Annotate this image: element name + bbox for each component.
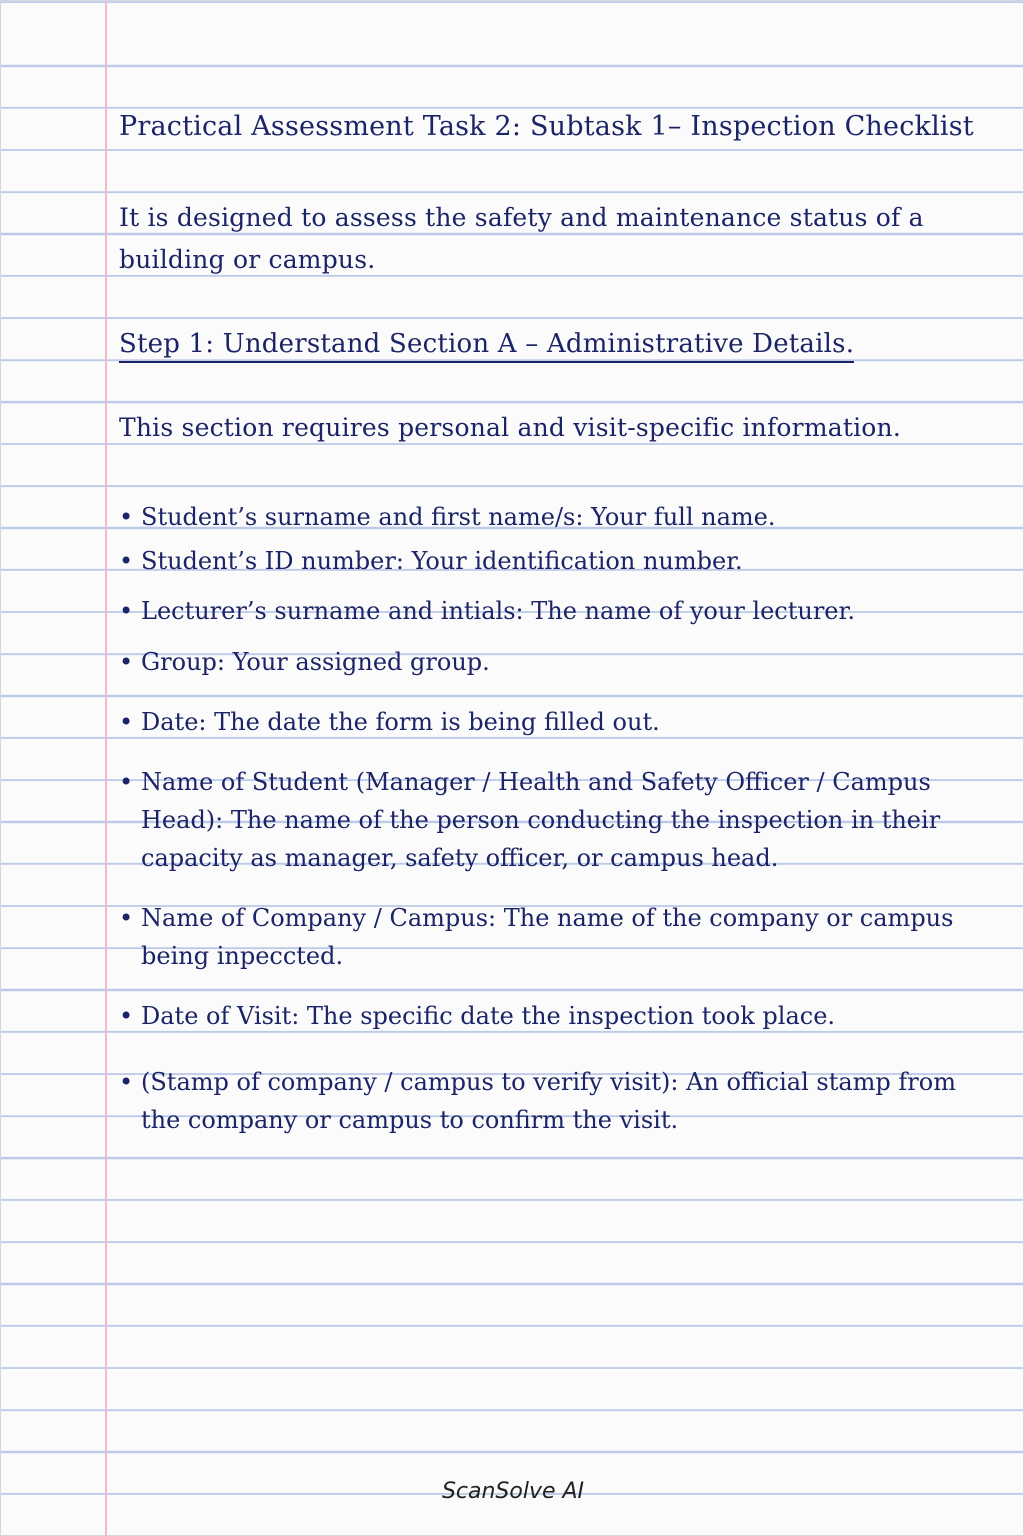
list-item [119, 763, 959, 877]
bullet-dot-icon: • [119, 1068, 134, 1096]
margin-line [105, 1, 107, 1536]
step-heading: Step 1: Understand Section A – Administrative Details. [119, 329, 854, 363]
footer-brand: ScanSolve AI [441, 1479, 585, 1504]
list-item-text: Date: The date the form is being filled out. [141, 708, 660, 736]
list-item-text: Date of Visit: The specific date the inspection took place. [141, 1002, 836, 1030]
bullet-dot-icon: • [119, 648, 134, 676]
list-item-text: Name of Company / Campus: The name of the company or campus being inpeccted. [141, 904, 954, 970]
bullet-dot-icon: • [119, 708, 134, 736]
list-item [119, 592, 959, 630]
bullet-dot-icon: • [119, 904, 134, 932]
list-item [119, 997, 959, 1035]
list-item-text: Student’s ID number: Your identification number. [141, 547, 743, 575]
list-item-text: Group: Your assigned group. [141, 648, 490, 676]
list-item [119, 703, 959, 741]
bullet-dot-icon: • [119, 503, 134, 531]
bullet-dot-icon: • [119, 597, 134, 625]
list-item-text: Student’s surname and first name/s: Your full name. [141, 503, 776, 531]
page-title: Practical Assessment Task 2: Subtask 1– Inspection Checklist [119, 111, 974, 142]
list-item-text: (Stamp of company / campus to verify visit): An official stamp from the company or campus to confirm the visit. [141, 1068, 956, 1134]
list-item [119, 498, 959, 536]
intro-paragraph: It is designed to assess the safety and maintenance status of a building or campus. [119, 203, 924, 274]
list-item [119, 899, 959, 975]
list-item-text: Lecturer’s surname and intials: The name of your lecturer. [141, 597, 855, 625]
bullet-dot-icon: • [119, 768, 134, 796]
bullet-dot-icon: • [119, 547, 134, 575]
list-item [119, 643, 959, 681]
list-item [119, 1063, 959, 1139]
list-item-text: Name of Student (Manager / Health and Safety Officer / Campus Head): The name of the person conducting the inspection in their capacity as manager, safety officer, or campus head. [141, 768, 941, 872]
list-item [119, 542, 959, 580]
bullet-dot-icon: • [119, 1002, 134, 1030]
section-intro: This section requires personal and visit-specific information. [119, 413, 901, 442]
